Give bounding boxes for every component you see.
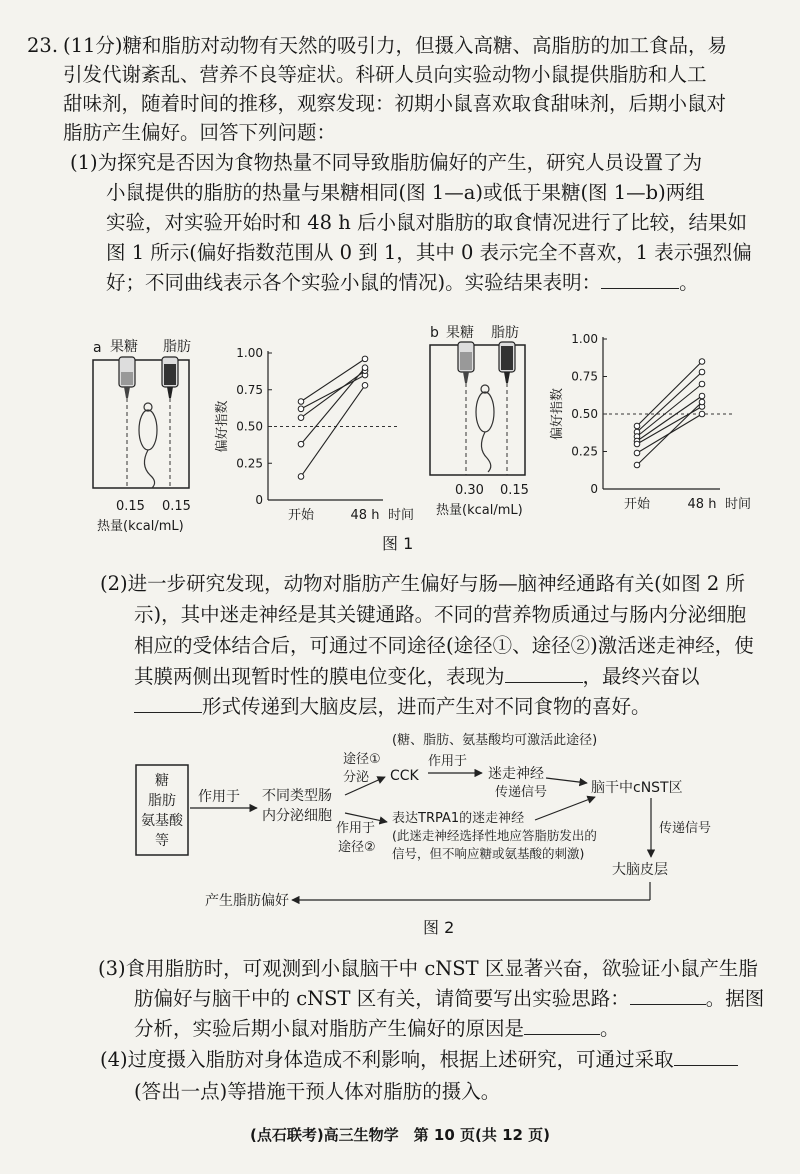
note-top: (糖、脂肪、氨基酸均可激活此途径) (392, 733, 598, 748)
answer-blank-6[interactable] (674, 1047, 738, 1066)
nutrient-fat: 脂肪 (148, 793, 176, 809)
cells-line-2: 内分泌细胞 (262, 808, 332, 824)
act-label-1: 作用于 (198, 789, 240, 805)
panel-b-bottle-left-label: 果糖 (446, 325, 474, 341)
part1-line-2: 小鼠提供的脂肪的热量与果糖相同(图 1—a)或低于果糖(图 1—b)两组 (106, 181, 705, 204)
y-tick-label: 0 (590, 482, 598, 496)
part4-line-2: (答出一点)等措施干预人体对脂肪的摄入。 (134, 1080, 501, 1103)
panel-b-val-left: 0.30 (455, 483, 484, 498)
panel-a-tag: a (93, 340, 102, 356)
part1-line-5-end: 。 (679, 271, 699, 294)
nutrient-sugar: 糖 (155, 773, 169, 789)
path2-label: 途径② (338, 840, 376, 855)
y-axis-label: 偏好指数 (215, 400, 230, 453)
y-tick-label: 0.25 (571, 444, 598, 459)
part2-line-3: 相应的受体结合后，可通过不同途径(途径①、途径②)激活迷走神经，使 (134, 634, 754, 657)
y-tick-label: 0 (255, 493, 263, 507)
panel-a-xlabel: 热量(kcal/mL) (97, 519, 184, 534)
y-axis-label: 偏好指数 (550, 387, 565, 441)
path1-secrete: 分泌 (343, 770, 370, 785)
part3-line-3-text: 分析，实验后期小鼠对脂肪产生偏好的原因是 (134, 1017, 525, 1040)
trpa-line-3: 信号，但不响应糖或氨基酸的刺激) (392, 846, 585, 861)
y-tick-label: 0.75 (571, 369, 598, 384)
part1-line-1: (1)为探究是否因为食物热量不同导致脂肪偏好的产生，研究人员设置了为 (70, 151, 703, 174)
signal-label-2: 传递信号 (659, 821, 712, 836)
panel-a-bottle-right-label: 脂肪 (163, 339, 191, 355)
stem-line-4: 脂肪产生偏好。回答下列问题： (63, 121, 337, 144)
panel-b-bottle-right-label: 脂肪 (491, 325, 519, 341)
y-tick-label: 1.00 (571, 332, 598, 346)
part2-line-5-text: 形式传递到大脑皮层，进而产生对不同食物的喜好。 (202, 695, 651, 718)
answer-blank-5[interactable] (524, 1016, 600, 1035)
y-tick-label: 1.00 (236, 346, 263, 360)
act-label-2: 作用于 (428, 754, 468, 769)
x-axis-label: 时间 (387, 508, 415, 523)
signal-label-1: 传递信号 (495, 785, 548, 800)
cortex-label: 大脑皮层 (612, 862, 668, 878)
nutrient-amino: 氨基酸 (141, 813, 183, 829)
cck-label: CCK (390, 768, 419, 784)
part2-line-4-end: ，最终兴奋以 (582, 665, 700, 688)
act-label-3: 作用于 (336, 821, 376, 836)
part3-line-3 (134, 1016, 620, 1042)
stem-line-3: 甜味剂，随着时间的推移，观察发现：初期小鼠喜欢取食甜味剂，后期小鼠对 (63, 92, 727, 115)
part1-line-3: 实验，对实验开始时和 48 h 后小鼠对脂肪的取食情况进行了比较，结果如 (106, 211, 747, 234)
y-tick-label: 0.50 (236, 419, 263, 434)
result-label: 产生脂肪偏好 (205, 893, 289, 909)
part3-line-3-end: 。 (600, 1017, 620, 1040)
vagus-label: 迷走神经 (488, 766, 544, 782)
part3-line-1: (3)食用脂肪时，可观测到小鼠脑干中 cNST 区显著兴奋，欲验证小鼠产生脂 (98, 957, 758, 980)
y-tick-label: 0.50 (571, 407, 598, 421)
figure1-caption: 图 1 (382, 534, 414, 553)
y-tick-label: 0.25 (236, 456, 263, 471)
panel-b-tag: b (430, 325, 439, 341)
question-number: 23. (27, 34, 59, 57)
panel-b-val-right: 0.15 (500, 483, 529, 498)
part3-line-2-text: 肪偏好与脑干中的 cNST 区有关，请简要写出实验思路： (134, 987, 630, 1010)
x-axis-label: 时间 (724, 497, 752, 512)
x-tick-label: 开始 (623, 497, 651, 512)
page-footer: (点石联考)高三生物学 第 10 页(共 12 页) (249, 1126, 551, 1144)
part1-line-5-text: 好；不同曲线表示各个实验小鼠的情况)。实验结果表明： (106, 271, 602, 294)
part2-line-4-text: 其膜两侧出现暂时性的膜电位变化，表现为 (134, 665, 505, 688)
nutrient-etc: 等 (155, 833, 169, 849)
part1-line-4: 图 1 所示(偏好指数范围从 0 到 1，其中 0 表示完全不喜欢，1 表示强烈偏 (106, 241, 752, 264)
part3-line-2 (134, 986, 764, 1012)
part3-line-2-end: 。据图 (705, 987, 765, 1010)
panel-a-val-left: 0.15 (116, 499, 145, 514)
x-tick-label: 48 h (687, 497, 717, 512)
stem-line-1: (11分)糖和脂肪对动物有天然的吸引力，但摄入高糖、高脂肪的加工食品，易 (63, 34, 728, 57)
figure2-caption: 图 2 (423, 918, 455, 937)
brainstem-label: 脑干中cNST区 (591, 780, 683, 796)
part2-line-2: 示)，其中迷走神经是其关键通路。不同的营养物质通过与肠内分泌细胞 (134, 603, 747, 626)
panel-b-xlabel: 热量(kcal/mL) (436, 503, 523, 518)
cells-line-1: 不同类型肠 (262, 788, 332, 804)
trpa-line-2: (此迷走神经选择性地应答脂肪发出的 (392, 828, 597, 843)
answer-blank-4[interactable] (630, 986, 706, 1005)
trpa-line-1: 表达TRPA1的迷走神经 (392, 811, 525, 826)
panel-a-bottle-left-label: 果糖 (110, 339, 138, 355)
x-tick-label: 开始 (287, 508, 315, 523)
panel-a-val-right: 0.15 (162, 499, 191, 514)
part2-line-1: (2)进一步研究发现，动物对脂肪产生偏好与肠—脑神经通路有关(如图 2 所 (100, 572, 746, 595)
stem-line-2: 引发代谢紊乱、营养不良等症状。科研人员向实验动物小鼠提供脂肪和人工 (63, 63, 707, 86)
x-tick-label: 48 h (350, 508, 380, 523)
path1-label: 途径① (343, 752, 381, 767)
part4-line-1 (100, 1047, 738, 1073)
part4-line-1-text: (4)过度摄入脂肪对身体造成不利影响，根据上述研究，可通过采取 (100, 1048, 674, 1071)
y-tick-label: 0.75 (236, 382, 263, 397)
